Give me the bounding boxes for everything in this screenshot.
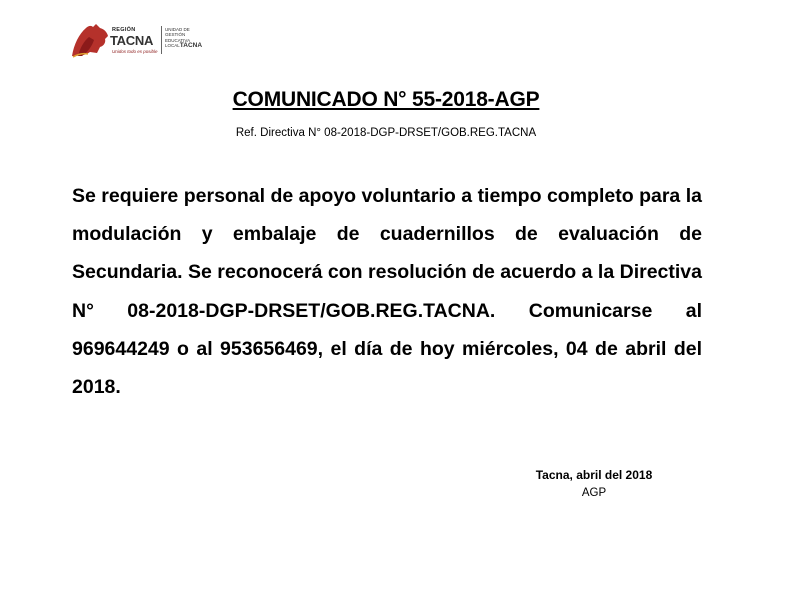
logo-divider <box>161 26 162 54</box>
logo-slogan: Unidos todo es posible <box>112 49 158 54</box>
closing-signature: AGP <box>581 487 607 499</box>
logo-ugel-line <box>165 43 217 48</box>
logo-ugel-line: GESTIÓN <box>165 32 186 38</box>
logo-region-label: REGIÓN <box>112 27 136 33</box>
logo-ugel-text <box>165 27 217 49</box>
logo-ugel-line: UNIDAD DE <box>165 27 190 32</box>
region-tacna-emblem-icon <box>70 22 110 58</box>
document-body: Se requiere personal de apoyo voluntario a tiempo completo para la modulación y embalaje de cuadernillos de evaluación de Secundaria. Se reconocerá con resolución de acuerdo a la Directiva N° 08-2018-DGP-DRSET/GOB.REG.TACNA. Comunicarse al 969644249 o al 953656469, el día de hoy miércoles, 04 de abril del 2018. <box>72 185 702 399</box>
logo-ugel-local: LOCAL <box>165 43 180 49</box>
logo-region-name: TACNA <box>110 33 154 48</box>
closing-place-date: Tacna, abril del 2018 <box>535 468 653 482</box>
document-title: COMUNICADO N° 55-2018-AGP <box>232 88 540 111</box>
region-tacna-logo <box>70 20 215 60</box>
logo-ugel-line: EDUCATIVA <box>165 37 191 43</box>
logo-ugel-name: TACNA <box>179 42 203 50</box>
document-reference: Ref. Directiva N° 08-2018-DGP-DRSET/GOB.REG.TACNA <box>235 127 537 139</box>
